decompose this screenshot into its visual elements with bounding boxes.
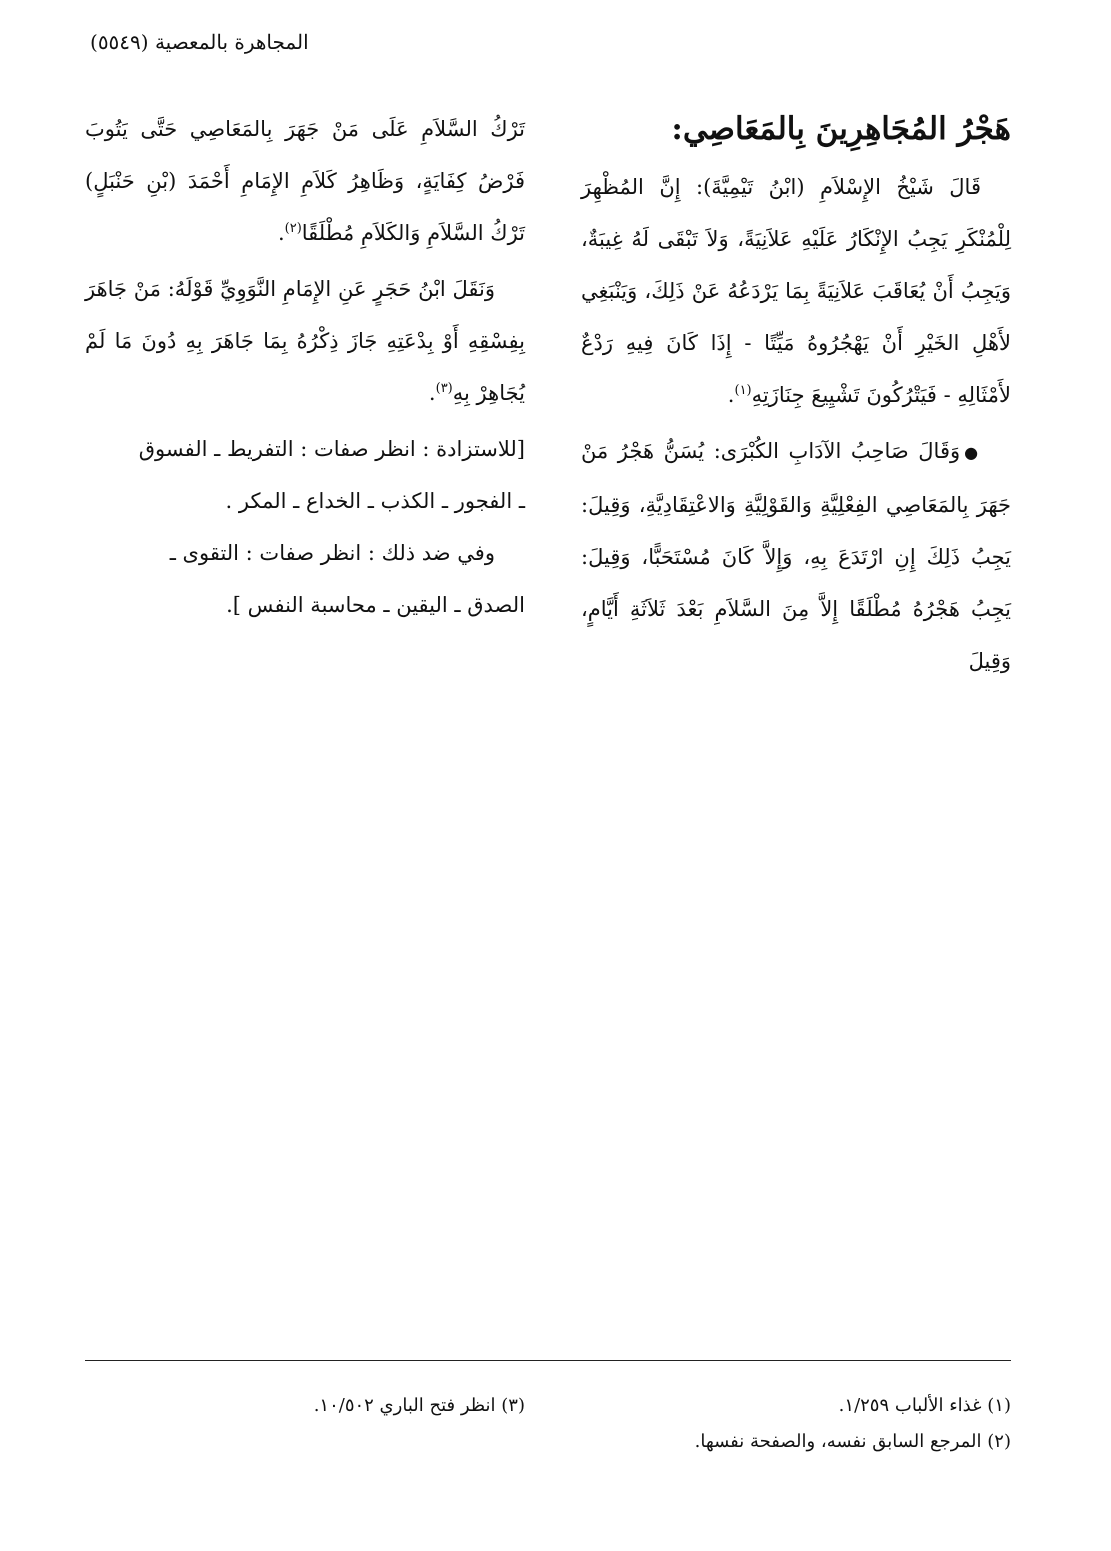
paragraph-ibn-taymiyya <box>581 161 1011 421</box>
further-reading-block <box>85 423 525 631</box>
running-head: المجاهرة بالمعصية (٥٥٤٩) <box>90 30 309 54</box>
footnote-1: (١) غذاء الألباب ١/٢٥٩. <box>838 1395 1011 1416</box>
footnote-3: (٣) انظر فتح الباري ١٠/٥٠٢. <box>313 1395 525 1416</box>
right-column <box>581 103 1011 691</box>
further-reading-line: [للاستزادة : انظر صفات : التفريط ـ الفسوق <box>138 437 525 461</box>
footnote-2: (٢) المرجع السابق نفسه، والصفحة نفسها. <box>694 1431 1011 1452</box>
footnotes-right <box>581 1388 1011 1460</box>
opposite-reading-line: الصدق ـ اليقين ـ محاسبة النفس ]. <box>226 593 525 617</box>
left-column <box>85 103 525 631</box>
paragraph-text: قَالَ شَيْخُ الإِسْلاَمِ (ابْنُ تَيْمِيَّةَ): إِنَّ المُظْهِرَ لِلْمُنْكَرِ يَجِبُ الإِنْكَارُ عَلَيْهِ عَلاَنِيَةً، وَلاَ تَبْقَى لَهُ غِيبَةٌ، وَيَجِبُ أَنْ يُعَاقَبَ عَلاَنِيَةً بِمَا يَرْدَعُهُ عَنْ ذَلِكَ، وَيَنْبَغِي لأَهْلِ الخَيْرِ أَنْ يَهْجُرُوهُ مَيِّتًا - إِذَا كَانَ فِيهِ رَدْعٌ لأَمْثَالِهِ - فَيَتْرُكُونَ تَشْيِيعَ جِنَازَتِهِ <box>581 175 1011 407</box>
further-reading-line: ـ الفجور ـ الكذب ـ الخداع ـ المكر . <box>225 489 525 513</box>
footnote-ref-3: (٣) <box>435 381 453 396</box>
paragraph-ibn-hajar <box>85 263 525 419</box>
paragraph-end: . <box>428 381 436 405</box>
bullet-icon: ● <box>964 443 981 462</box>
section-heading: هَجْرُ المُجَاهِرِينَ بِالمَعَاصِي: <box>671 111 1011 147</box>
paragraph-end: . <box>727 383 735 407</box>
paragraph-continuation <box>85 103 525 259</box>
paragraph-text: وَنَقَلَ ابْنُ حَجَرٍ عَنِ الإِمَامِ النَّوَوِيِّ قَوْلَهُ: مَنْ جَاهَرَ بِفِسْقِهِ أَوْ بِدْعَتِهِ جَازَ ذِكْرُهُ بِمَا جَاهَرَ بِهِ دُونَ مَا لَمْ يُجَاهِرْ بِهِ <box>85 277 525 405</box>
footnote-divider <box>85 1360 1011 1361</box>
paragraph-text: وَقَالَ صَاحِبُ الآدَابِ الكُبْرَى: يُسَنُّ هَجْرُ مَنْ جَهَرَ بِالمَعَاصِي الفِعْلِيَّةِ وَالقَوْلِيَّةِ وَالاعْتِقَادِيَّةِ، وَقِيلَ: يَجِبُ ذَلِكَ إِنِ ارْتَدَعَ بِهِ، وَإِلاَّ كَانَ مُسْتَحَبًّا، وَقِيلَ: يَجِبُ هَجْرُهُ مُطْلَقًا إِلاَّ مِنَ السَّلاَمِ بَعْدَ ثَلاَثَةِ أَيَّامٍ، وَقِيلَ <box>581 439 1011 673</box>
paragraph-text: تَرْكُ السَّلاَمِ عَلَى مَنْ جَهَرَ بِالمَعَاصِي حَتَّى يَتُوبَ فَرْضُ كِفَايَةٍ، وَظَاهِرُ كَلاَمِ الإِمَامِ أَحْمَدَ (بْنِ حَنْبَلٍ) تَرْكُ السَّلاَمِ وَالكَلاَمِ مُطْلَقًا <box>85 117 525 245</box>
paragraph-end: . <box>277 221 285 245</box>
opposite-reading-line: وفي ضد ذلك : انظر صفات : التقوى ـ <box>169 541 495 565</box>
footnotes-left <box>85 1388 525 1424</box>
paragraph-adab-kubra <box>581 425 1011 687</box>
footnote-ref-1: (١) <box>734 383 752 398</box>
footnote-ref-2: (٢) <box>284 221 302 236</box>
